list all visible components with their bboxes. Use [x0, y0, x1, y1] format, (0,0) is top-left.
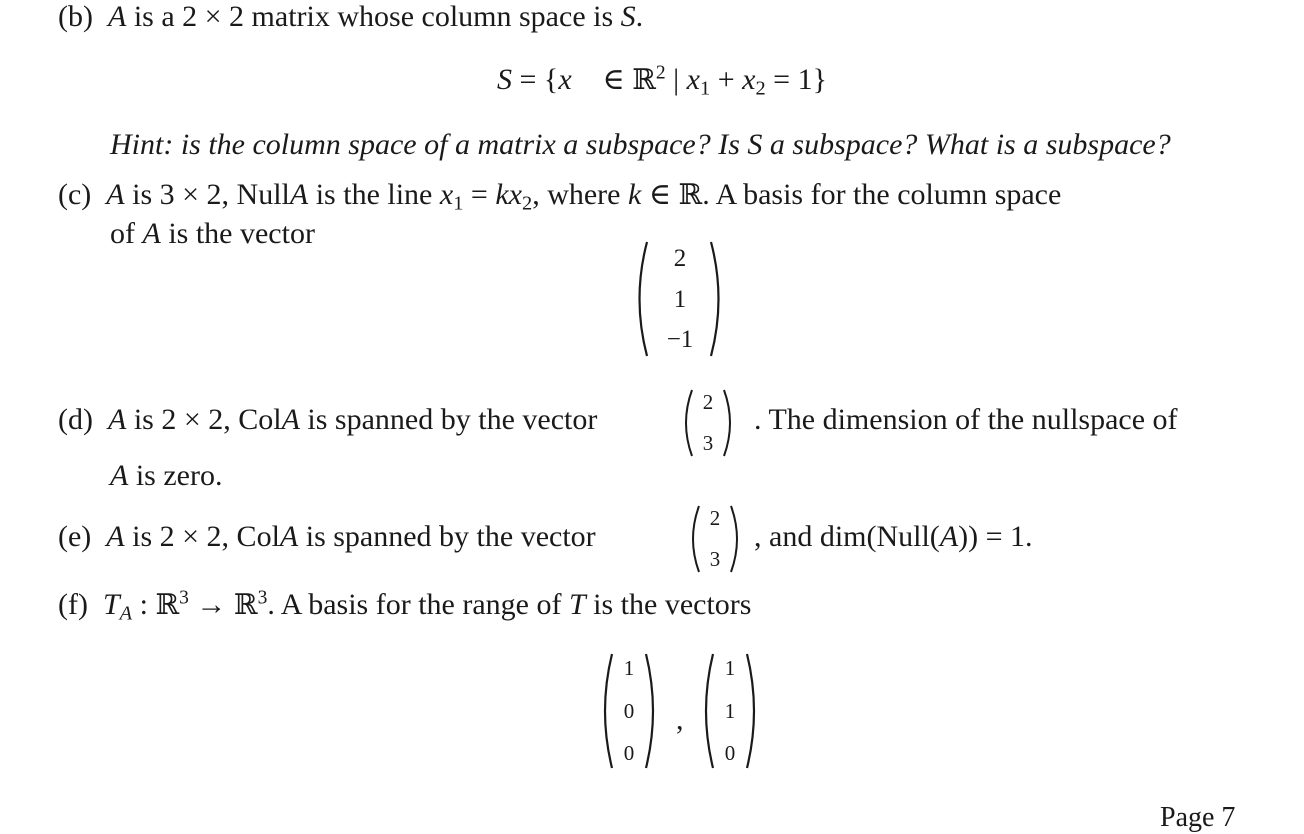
eq-rbrace: } [812, 63, 827, 96]
part-e-line-a [58, 522, 596, 552]
vector-entry: 2 [673, 245, 687, 272]
vector-entry: 1 [724, 656, 736, 680]
vector-entry: 1 [673, 285, 687, 313]
in-symbol: ∈ [648, 178, 672, 211]
matrix-a: A [939, 520, 959, 553]
set-s: S [620, 0, 636, 33]
sub-1: 1 [453, 192, 464, 215]
var-x1: x [439, 178, 454, 211]
part-c-line2-post: is the vector [168, 217, 315, 250]
eq-x2: x [742, 63, 756, 96]
part-d-label: (d) [58, 403, 93, 436]
vector-separator: , [676, 703, 684, 736]
column-vector [596, 652, 666, 770]
sub-2: 2 [521, 192, 533, 215]
vector-entry: −1 [666, 326, 694, 353]
column-vector [697, 652, 767, 770]
eq-value: 1 [797, 63, 813, 96]
right-paren [722, 388, 738, 458]
eq-bar: | [673, 63, 680, 96]
eq-x1: x [686, 63, 700, 96]
part-d-text3: . The dimension of the nullspace of [754, 403, 1178, 436]
part-f-line [58, 587, 752, 625]
part-c-label: (c) [58, 178, 92, 211]
left-paren [630, 240, 650, 358]
period: . [635, 0, 644, 33]
part-d-line2-text: is zero. [135, 459, 223, 492]
part-c-line2 [110, 219, 315, 249]
matrix-a: A [281, 403, 300, 436]
right-paren [644, 652, 662, 770]
part-c-text2: is the line [315, 178, 433, 211]
eq-plus: + [717, 63, 735, 96]
sub-a: A [119, 602, 133, 625]
set-s-equation [497, 62, 827, 100]
matrix-a: A [107, 403, 127, 436]
part-c-text3: , where [532, 178, 621, 211]
eq-equals: = [519, 63, 537, 96]
transform-t: T [102, 588, 120, 621]
part-c-text1: is 3 × 2, Null [132, 178, 290, 211]
left-paren [697, 652, 715, 770]
part-e-text4: )) = 1. [958, 520, 1033, 553]
part-c-text4: . A basis for the column space [702, 178, 1062, 211]
arrow: → [196, 588, 227, 621]
part-e-line-b [754, 522, 1033, 552]
right-paren [708, 240, 728, 358]
reals: ℝ [155, 588, 180, 621]
part-d-line1-b [754, 405, 1178, 435]
var-k: k [495, 178, 509, 211]
matrix-a: A [289, 178, 309, 211]
part-b-line [58, 2, 643, 32]
column-vector [685, 504, 747, 574]
left-paren [678, 388, 694, 458]
reals: ℝ [678, 178, 703, 211]
vector-entry: 3 [702, 431, 714, 455]
eq-sub2: 2 [755, 77, 766, 100]
part-e-text2: is spanned by the vector [305, 520, 596, 553]
part-e-text1: is 2 × 2, Col [132, 520, 280, 553]
left-paren [596, 652, 614, 770]
matrix-a: A [106, 178, 125, 211]
matrix-a: A [110, 459, 129, 492]
part-c-line2-pre: of [110, 217, 135, 250]
part-f-text2: is the vectors [593, 588, 752, 621]
part-d-text2: is spanned by the vector [307, 403, 598, 436]
page-number: Page 7 [1160, 802, 1236, 833]
eq-power: 2 [655, 62, 666, 84]
eq-in: ∈ [602, 63, 625, 96]
equals: = [470, 178, 488, 211]
colon: : [139, 588, 148, 621]
eq-reals: ℝ [632, 63, 656, 96]
vector-entry: 1 [724, 698, 736, 723]
part-d-line2 [110, 461, 222, 491]
matrix-a: A [106, 520, 125, 553]
matrix-a: A [279, 520, 299, 553]
right-paren [729, 504, 745, 574]
part-b-text: is a 2 × 2 matrix whose column space is [133, 0, 614, 33]
vector-entry: 0 [623, 698, 635, 723]
part-d-text1: is 2 × 2, Col [133, 403, 282, 436]
part-e-label: (e) [58, 520, 92, 553]
left-paren [685, 504, 701, 574]
eq-equals-2: = [773, 63, 791, 96]
part-f-label: (f) [58, 588, 88, 621]
eq-vector-x: x⃗ [558, 63, 595, 96]
var-x2: x [508, 178, 522, 211]
part-d-line1-a [58, 405, 597, 435]
part-b-label: (b) [58, 0, 93, 33]
part-f-text1: . A basis for the range of [267, 588, 562, 621]
vector-entry: 0 [724, 741, 736, 765]
vector-entry: 3 [709, 547, 721, 571]
vector-entry: 2 [709, 506, 721, 530]
vector-entry: 1 [623, 656, 635, 680]
power-3: 3 [257, 587, 268, 609]
var-k: k [627, 178, 642, 211]
part-c-line1 [58, 178, 1062, 215]
matrix-a: A [107, 0, 127, 33]
transform-t: T [568, 588, 586, 621]
matrix-a: A [142, 217, 161, 250]
column-vector [678, 388, 740, 458]
right-paren [745, 652, 763, 770]
vector-entry: 0 [623, 741, 635, 765]
hint: Hint: is the column space of a matrix a subspace? Is S a subspace? What is a subspace? [110, 128, 1171, 161]
vector-entry: 2 [702, 390, 714, 414]
column-vector [630, 240, 730, 358]
reals: ℝ [233, 588, 258, 621]
power-3: 3 [179, 587, 189, 609]
eq-sub1: 1 [699, 77, 711, 100]
eq-s: S [497, 63, 512, 96]
part-e-text3: , and dim(Null( [754, 520, 940, 553]
eq-lbrace: { [543, 63, 559, 96]
